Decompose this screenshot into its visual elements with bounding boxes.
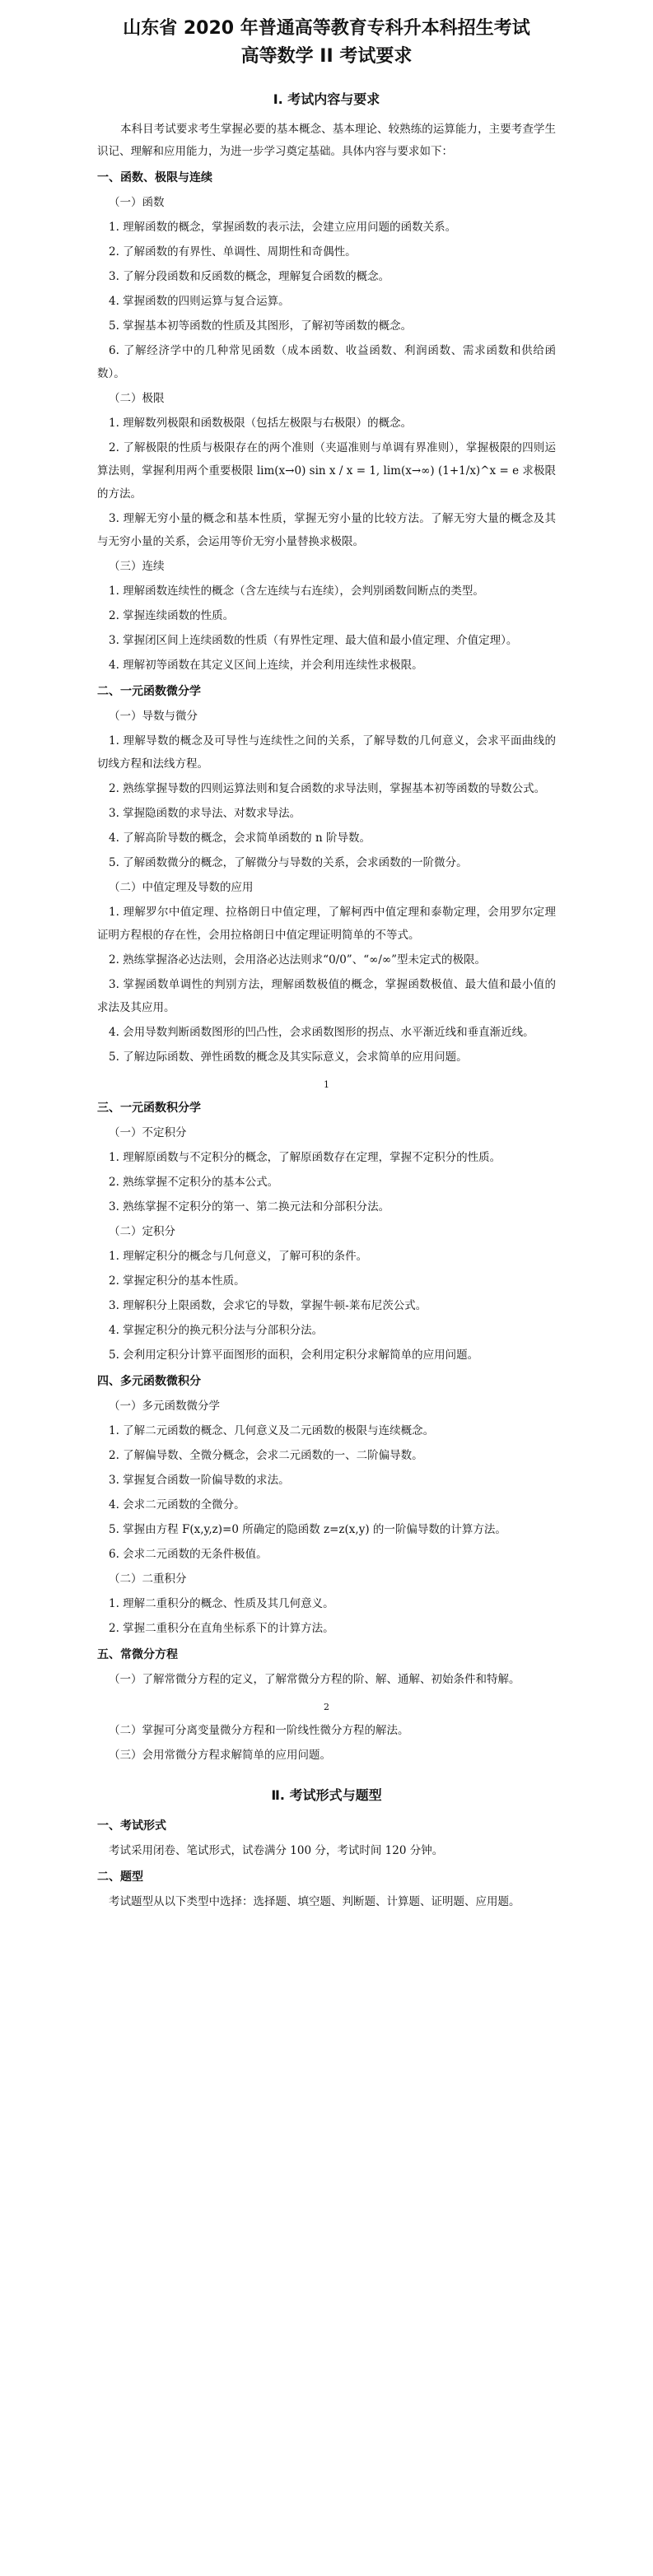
chapter-title: 三、一元函数积分学 bbox=[97, 1102, 201, 1115]
chapter bbox=[97, 1370, 556, 1640]
list-item: 2. 了解偏导数、全微分概念，会求二元函数的一、二阶偏导数。 bbox=[109, 1449, 423, 1462]
list-item: 1. 理解函数连续性的概念（含左连续与右连续），会判别函数间断点的类型。 bbox=[109, 585, 484, 598]
list-item: 2. 熟练掌握不定积分的基本公式。 bbox=[109, 1176, 279, 1189]
list-item: 2. 了解函数的有界性、单调性、周期性和奇偶性。 bbox=[109, 245, 357, 259]
list-item: 4. 会求二元函数的全微分。 bbox=[109, 1498, 245, 1512]
chapter bbox=[97, 166, 556, 677]
chapter-title: 五、常微分方程 bbox=[97, 1648, 178, 1661]
question-types-title: 二、题型 bbox=[97, 1870, 143, 1884]
list-item: 4. 理解初等函数在其定义区间上连续，并会利用连续性求极限。 bbox=[109, 659, 423, 672]
chapter-title: 一、函数、极限与连续 bbox=[97, 171, 212, 184]
list-item: 2. 掌握二重积分在直角坐标系下的计算方法。 bbox=[109, 1622, 334, 1635]
chapter-title: 四、多元函数微积分 bbox=[97, 1375, 201, 1388]
exam-form-title: 一、考试形式 bbox=[97, 1819, 166, 1833]
subsection-title: （二）中值定理及导数的应用 bbox=[109, 881, 254, 894]
list-item: 2. 熟练掌握洛必达法则，会用洛必达法则求“0/0”、“∞/∞”型未定式的极限。 bbox=[109, 953, 487, 967]
subsection-title: （二）定积分 bbox=[109, 1225, 175, 1238]
document-title-line1: 山东省 2020 年普通高等教育专科升本科招生考试 bbox=[123, 18, 530, 39]
page-number-1: 1 bbox=[324, 1079, 329, 1090]
list-item: 1. 了解二元函数的概念、几何意义及二元函数的极限与连续概念。 bbox=[109, 1424, 435, 1437]
chapters-section-a bbox=[97, 166, 556, 1069]
document-title-line2: 高等数学 II 考试要求 bbox=[240, 46, 413, 67]
list-item: 2. 了解极限的性质与极限存在的两个准则（夹逼准则与单调有界准则），掌握极限的四则运算法则，掌握利用两个重要极限 lim(x→0) sin x / x = 1, lim(x→∞) (1+1/x)^x = e 求极限的方法。 bbox=[97, 441, 556, 501]
list-item: 6. 会求二元函数的无条件极值。 bbox=[109, 1548, 268, 1561]
list-item: 2. 熟练掌握导数的四则运算法则和复合函数的求导法则，掌握基本初等函数的导数公式。 bbox=[109, 782, 546, 795]
subsection-title: （一）不定积分 bbox=[109, 1126, 187, 1139]
subsection-title: （一）导数与微分 bbox=[109, 710, 198, 723]
list-item: 4. 会用导数判断函数图形的凹凸性，会求函数图形的拐点、水平渐近线和垂直渐近线。 bbox=[109, 1026, 534, 1039]
part1-intro: 本科目考试要求考生掌握必要的基本概念、基本理论、较熟练的运算能力，主要考查学生识记、理解和应用能力，为进一步学习奠定基础。具体内容与要求如下： bbox=[97, 123, 556, 158]
subsection-title: （二）极限 bbox=[109, 392, 165, 405]
subsection-title: （二）二重积分 bbox=[109, 1572, 187, 1586]
list-item: 2. 掌握定积分的基本性质。 bbox=[109, 1274, 245, 1288]
part2-heading: Ⅱ. 考试形式与题型 bbox=[271, 1787, 382, 1803]
list-item: 3. 掌握闭区间上连续函数的性质（有界性定理、最大值和最小值定理、介值定理）。 bbox=[109, 634, 518, 647]
list-item: 3. 掌握隐函数的求导法、对数求导法。 bbox=[109, 807, 301, 820]
part1-heading: Ⅰ. 考试内容与要求 bbox=[273, 91, 380, 107]
list-item: 1. 理解数列极限和函数极限（包括左极限与右极限）的概念。 bbox=[109, 417, 413, 430]
list-item: 4. 掌握定积分的换元积分法与分部积分法。 bbox=[109, 1324, 324, 1337]
list-item: 5. 了解函数微分的概念，了解微分与导数的关系，会求函数的一阶微分。 bbox=[109, 856, 468, 869]
list-item: 1. 理解罗尔中值定理、拉格朗日中值定理，了解柯西中值定理和泰勒定理，会用罗尔定理证明方程根的存在性，会用拉格朗日中值定理证明简单的不等式。 bbox=[97, 906, 556, 942]
list-item: 4. 掌握函数的四则运算与复合运算。 bbox=[109, 295, 290, 308]
list-item: 1. 理解定积分的概念与几何意义，了解可积的条件。 bbox=[109, 1250, 368, 1263]
list-item: 2. 掌握连续函数的性质。 bbox=[109, 609, 235, 622]
list-item: 1. 理解导数的概念及可导性与连续性之间的关系，了解导数的几何意义，会求平面曲线的切线方程和法线方程。 bbox=[97, 734, 556, 771]
subsection-title: （三）连续 bbox=[109, 560, 165, 573]
list-item: 3. 理解无穷小量的概念和基本性质，掌握无穷小量的比较方法。了解无穷大量的概念及其与无穷小量的关系，会运用等价无穷小量替换求极限。 bbox=[97, 512, 556, 548]
list-item: （三）会用常微分方程求解简单的应用问题。 bbox=[109, 1749, 331, 1762]
list-item: 5. 会利用定积分计算平面图形的面积，会利用定积分求解简单的应用问题。 bbox=[109, 1349, 479, 1362]
page-number-2: 2 bbox=[324, 1702, 329, 1712]
list-item: 3. 了解分段函数和反函数的概念，理解复合函数的概念。 bbox=[109, 270, 390, 283]
chapter-5 bbox=[97, 1643, 556, 1767]
list-item: 5. 了解边际函数、弹性函数的概念及其实际意义，会求简单的应用问题。 bbox=[109, 1050, 468, 1064]
list-item: （二）掌握可分离变量微分方程和一阶线性微分方程的解法。 bbox=[109, 1724, 409, 1737]
exam-form-text: 考试采用闭卷、笔试形式，试卷满分 100 分，考试时间 120 分钟。 bbox=[109, 1844, 444, 1857]
question-types-text: 考试题型从以下类型中选择：选择题、填空题、判断题、计算题、证明题、应用题。 bbox=[109, 1895, 520, 1908]
list-item: 3. 熟练掌握不定积分的第一、第二换元法和分部积分法。 bbox=[109, 1200, 390, 1213]
subsection-title: （一）多元函数微分学 bbox=[109, 1400, 220, 1413]
list-item: 4. 了解高阶导数的概念，会求简单函数的 n 阶导数。 bbox=[109, 831, 371, 845]
list-item: 1. 理解二重积分的概念、性质及其几何意义。 bbox=[109, 1597, 334, 1610]
chapters-section-b bbox=[97, 1097, 556, 1640]
subsection-title: （一）函数 bbox=[109, 196, 165, 209]
list-item: 6. 了解经济学中的几种常见函数（成本函数、收益函数、利润函数、需求函数和供给函数）。 bbox=[97, 344, 556, 380]
list-item: 1. 理解函数的概念，掌握函数的表示法，会建立应用问题的函数关系。 bbox=[109, 221, 457, 234]
list-item: （一）了解常微分方程的定义，了解常微分方程的阶、解、通解、初始条件和特解。 bbox=[109, 1673, 520, 1686]
list-item: 3. 掌握复合函数一阶偏导数的求法。 bbox=[109, 1474, 290, 1487]
list-item: 3. 掌握函数单调性的判别方法，理解函数极值的概念，掌握函数极值、最大值和最小值的求法及其应用。 bbox=[97, 978, 556, 1014]
chapter-title: 二、一元函数微分学 bbox=[97, 685, 201, 698]
list-item: 1. 理解原函数与不定积分的概念，了解原函数存在定理，掌握不定积分的性质。 bbox=[109, 1151, 501, 1164]
list-item: 5. 掌握由方程 F(x,y,z)=0 所确定的隐函数 z=z(x,y) 的一阶偏导数的计算方法。 bbox=[109, 1523, 506, 1536]
list-item: 5. 掌握基本初等函数的性质及其图形，了解初等函数的概念。 bbox=[109, 319, 413, 333]
chapter bbox=[97, 1097, 556, 1367]
list-item: 3. 理解积分上限函数，会求它的导数，掌握牛顿-莱布尼茨公式。 bbox=[109, 1299, 427, 1312]
chapter bbox=[97, 680, 556, 1069]
